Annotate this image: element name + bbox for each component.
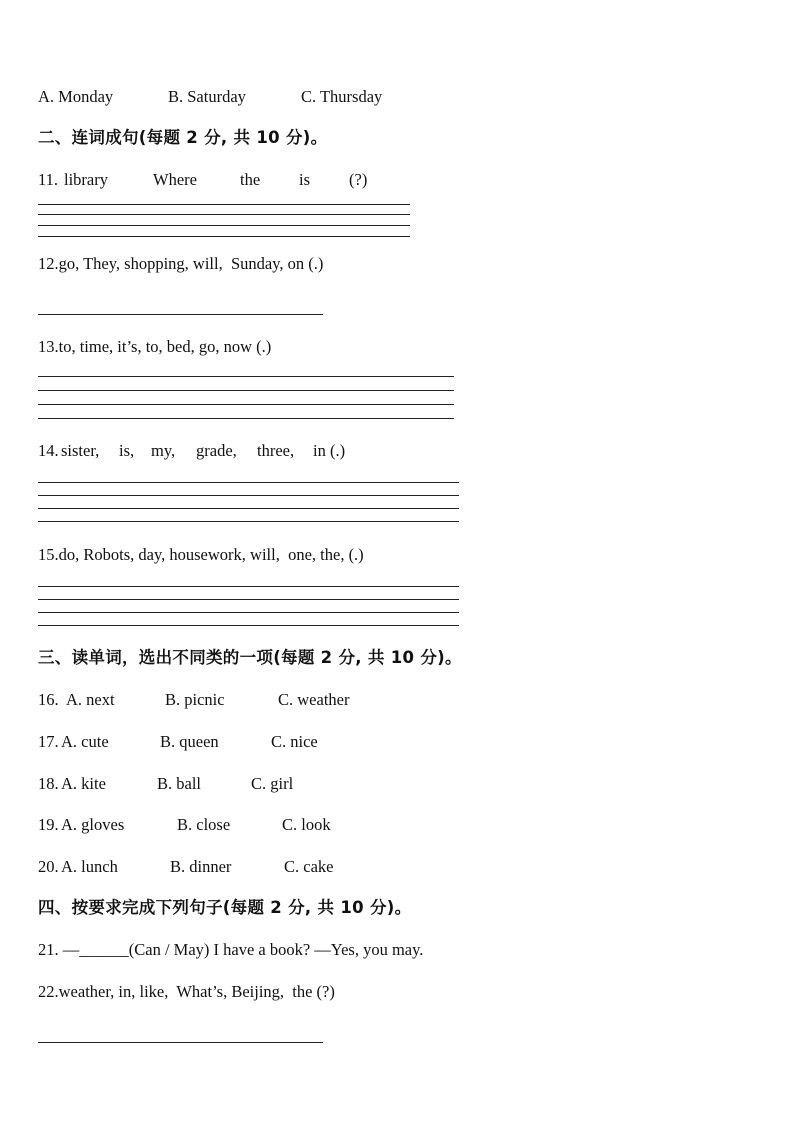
option-b: B. queen xyxy=(160,732,219,751)
word: is, xyxy=(119,441,135,460)
question-number: 20. xyxy=(38,857,59,876)
option-c: C. look xyxy=(282,815,331,834)
question-number: 11. xyxy=(38,170,59,189)
option-a: A. gloves xyxy=(61,815,125,834)
question-number: 17. xyxy=(38,732,59,751)
answer-line[interactable] xyxy=(38,495,459,496)
word: (?) xyxy=(349,170,368,189)
answer-line[interactable] xyxy=(38,508,459,509)
option-a: A. cute xyxy=(61,732,109,751)
answer-line[interactable] xyxy=(38,204,410,205)
option-b: B. close xyxy=(177,815,231,834)
option-c: C. weather xyxy=(278,690,350,709)
option-c: C. Thursday xyxy=(301,87,383,106)
option-b: B. Saturday xyxy=(168,87,246,106)
question-number: 14. xyxy=(38,441,59,460)
answer-line[interactable] xyxy=(38,625,459,626)
question-13: 13.to, time, it’s, to, bed, go, now (.) xyxy=(38,337,272,356)
option-b: B. dinner xyxy=(170,857,232,876)
word: library xyxy=(64,170,108,189)
word: sister, xyxy=(61,441,100,460)
answer-line[interactable] xyxy=(38,214,410,215)
option-c: C. nice xyxy=(271,732,318,751)
answer-line[interactable] xyxy=(38,314,323,315)
answer-line[interactable] xyxy=(38,404,454,405)
answer-line[interactable] xyxy=(38,376,454,377)
answer-line[interactable] xyxy=(38,225,410,226)
option-a: A. Monday xyxy=(38,87,114,106)
question-21: 21. —______(Can / May) I have a book? —Yes, you may. xyxy=(38,940,424,959)
option-c: C. cake xyxy=(284,857,334,876)
word: Where xyxy=(153,170,197,189)
question-22: 22.weather, in, like, What’s, Beijing, the (?) xyxy=(38,982,335,1001)
option-c: C. girl xyxy=(251,774,294,793)
answer-line[interactable] xyxy=(38,482,459,483)
section-3-heading: 三、读单词，选出不同类的一项(每题 2 分, 共 10 分)。 xyxy=(38,648,462,667)
option-b: B. ball xyxy=(157,774,201,793)
answer-line[interactable] xyxy=(38,1042,323,1043)
question-12: 12.go, They, shopping, will, Sunday, on (.) xyxy=(38,254,324,273)
question-number: 16. xyxy=(38,690,63,709)
answer-line[interactable] xyxy=(38,599,459,600)
answer-line[interactable] xyxy=(38,612,459,613)
answer-line[interactable] xyxy=(38,390,454,391)
question-number: 19. xyxy=(38,815,59,834)
word: my, xyxy=(151,441,176,460)
answer-line[interactable] xyxy=(38,521,459,522)
section-2-heading: 二、连词成句(每题 2 分, 共 10 分)。 xyxy=(38,128,328,147)
answer-line[interactable] xyxy=(38,236,410,237)
option-a: A. kite xyxy=(61,774,106,793)
option-a: A. lunch xyxy=(61,857,118,876)
section-4-heading: 四、按要求完成下列句子(每题 2 分, 共 10 分)。 xyxy=(38,898,412,917)
question-number: 18. xyxy=(38,774,59,793)
word: is xyxy=(299,170,311,189)
answer-line[interactable] xyxy=(38,586,459,587)
option-a: A. next xyxy=(66,690,115,709)
option-b: B. picnic xyxy=(165,690,225,709)
word: three, xyxy=(257,441,295,460)
word: the xyxy=(240,170,261,189)
word: grade, xyxy=(196,441,237,460)
answer-line[interactable] xyxy=(38,418,454,419)
question-15: 15.do, Robots, day, housework, will, one, the, (.) xyxy=(38,545,364,564)
word: in (.) xyxy=(313,441,346,460)
